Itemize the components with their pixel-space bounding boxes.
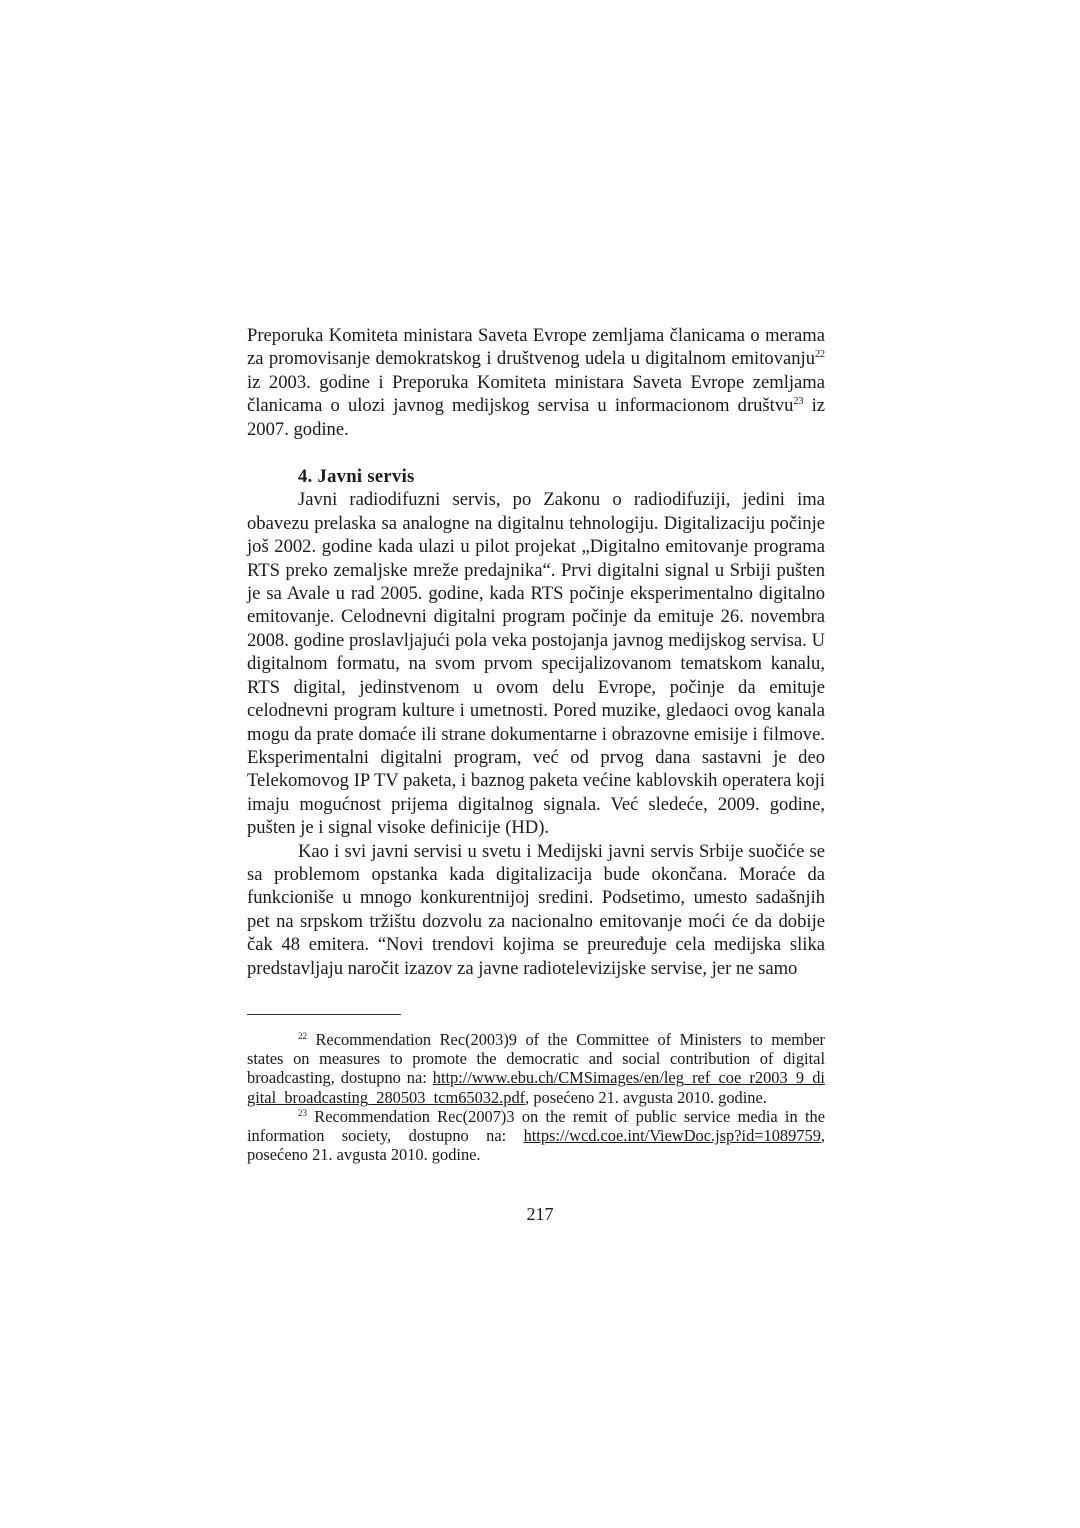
footnote-ref-22[interactable]: 22 [815, 349, 825, 361]
footnote-number: 23 [298, 1107, 307, 1118]
paragraph-intro: Preporuka Komiteta ministara Saveta Evrope zemljama članicama o merama za promovisanje demokratskog i društvenog udela u digitalnom emitovanju$^{22}$ iz 2003. godine i Preporuka Komiteta ministara Saveta Evrope zemljama članicama o ulozi javnog medijskog servisa u informacionom društvu$^{23}$ iz 2007. godine. [247, 325, 826, 440]
footnote-number: 22 [298, 1031, 307, 1041]
footnote-23: $^{23}$ Recommendation Rec(2007)3 on the remit of public service media in the information society, dostupno na: https://wcd.coe.int/ViewDoc.jsp?id=1089759, posećeno 21. avgusta 2010. godine. [247, 1106, 825, 1165]
footnote-divider [247, 1014, 401, 1015]
footnote-ref-23[interactable]: 23 [793, 396, 804, 408]
footnote-link-ebu[interactable]: http://www.ebu.ch/CMSimages/en/leg_ref_coe_r2003_9_digital_broadcasting_280503_tcm65032.pdf [247, 1068, 825, 1107]
footnote-link-coe[interactable]: https://wcd.coe.int/ViewDoc.jsp?id=1089759 [523, 1126, 821, 1146]
page-number: 217 [526, 1204, 554, 1224]
paragraph-survival: Kao i svi javni servisi u svetu i Medijski javni servis Srbije suočiće se sa problemom opstanka kada digitalizacija bude okončana. Moraće da funkcioniše u mnogo konkurentnijoj sredini. Podsetimo, umesto sadašnjih pet na srpskom tržištu dozvolu za nacionalno emitovanje moći će da dobije čak 48 emitera. “Novi trendovi kojima se preuređuje cela medijska slika predstavljaju naročit izazov za javne radiotelevizijske servise, jer ne samo [247, 840, 825, 979]
section-heading: 4. Javni servis [298, 466, 415, 488]
paragraph-public-service: Javni radiodifuzni servis, po Zakonu o radiodifuziji, jedini ima obavezu prelaska sa analogne na digitalnu tehnologiju. Digitalizaciju počinje još 2002. godine kada ulazi u pilot projekat „Digitalno emitovanje programa RTS preko zemaljske mreže predajnika“. Prvi digitalni signal u Srbiji pušten je sa Avale u rad 2005. godine, kada RTS počinje eksperimentalno digitalno emitovanje. Celodnevni digitalni program počinje da emituje 26. novembra 2008. godine proslavljajući pola veka postojanja javnog medijskog servisa. U digitalnom formatu, na svom prvom specijalizovanom tematskom kanalu, RTS digital, jedinstvenom u ovom delu Evrope, počinje da emituje celodnevni program kulture i umetnosti. Pored muzike, gledaoci ovog kanala mogu da prate domaće ili strane dokumentarne i obrazovne emisije i filmove. Eksperimentalni digitalni program, već od prvog dana sastavni je deo Telekomovog IP TV paketa, i baznog paketa većine kablovskih operatera koji imaju mogućnost prijema digitalnog signala. Već sledeće, 2009. godine, pušten je i signal visoke definicije (HD). [247, 489, 825, 839]
footnotes [247, 1030, 825, 1164]
main-text [247, 324, 825, 980]
footnote-22: $^{22}$ Recommendation Rec(2003)9 of the Committee of Ministers to member states on measures to promote the democratic and social contribution of digital broadcasting, dostupno na: http://www.ebu.ch/CMSimages/en/leg_ref_coe_r2003_9_digital_broadcasting_280503_tcm65032.pdf, posećeno 21. avgusta 2010. godine. [247, 1030, 825, 1107]
